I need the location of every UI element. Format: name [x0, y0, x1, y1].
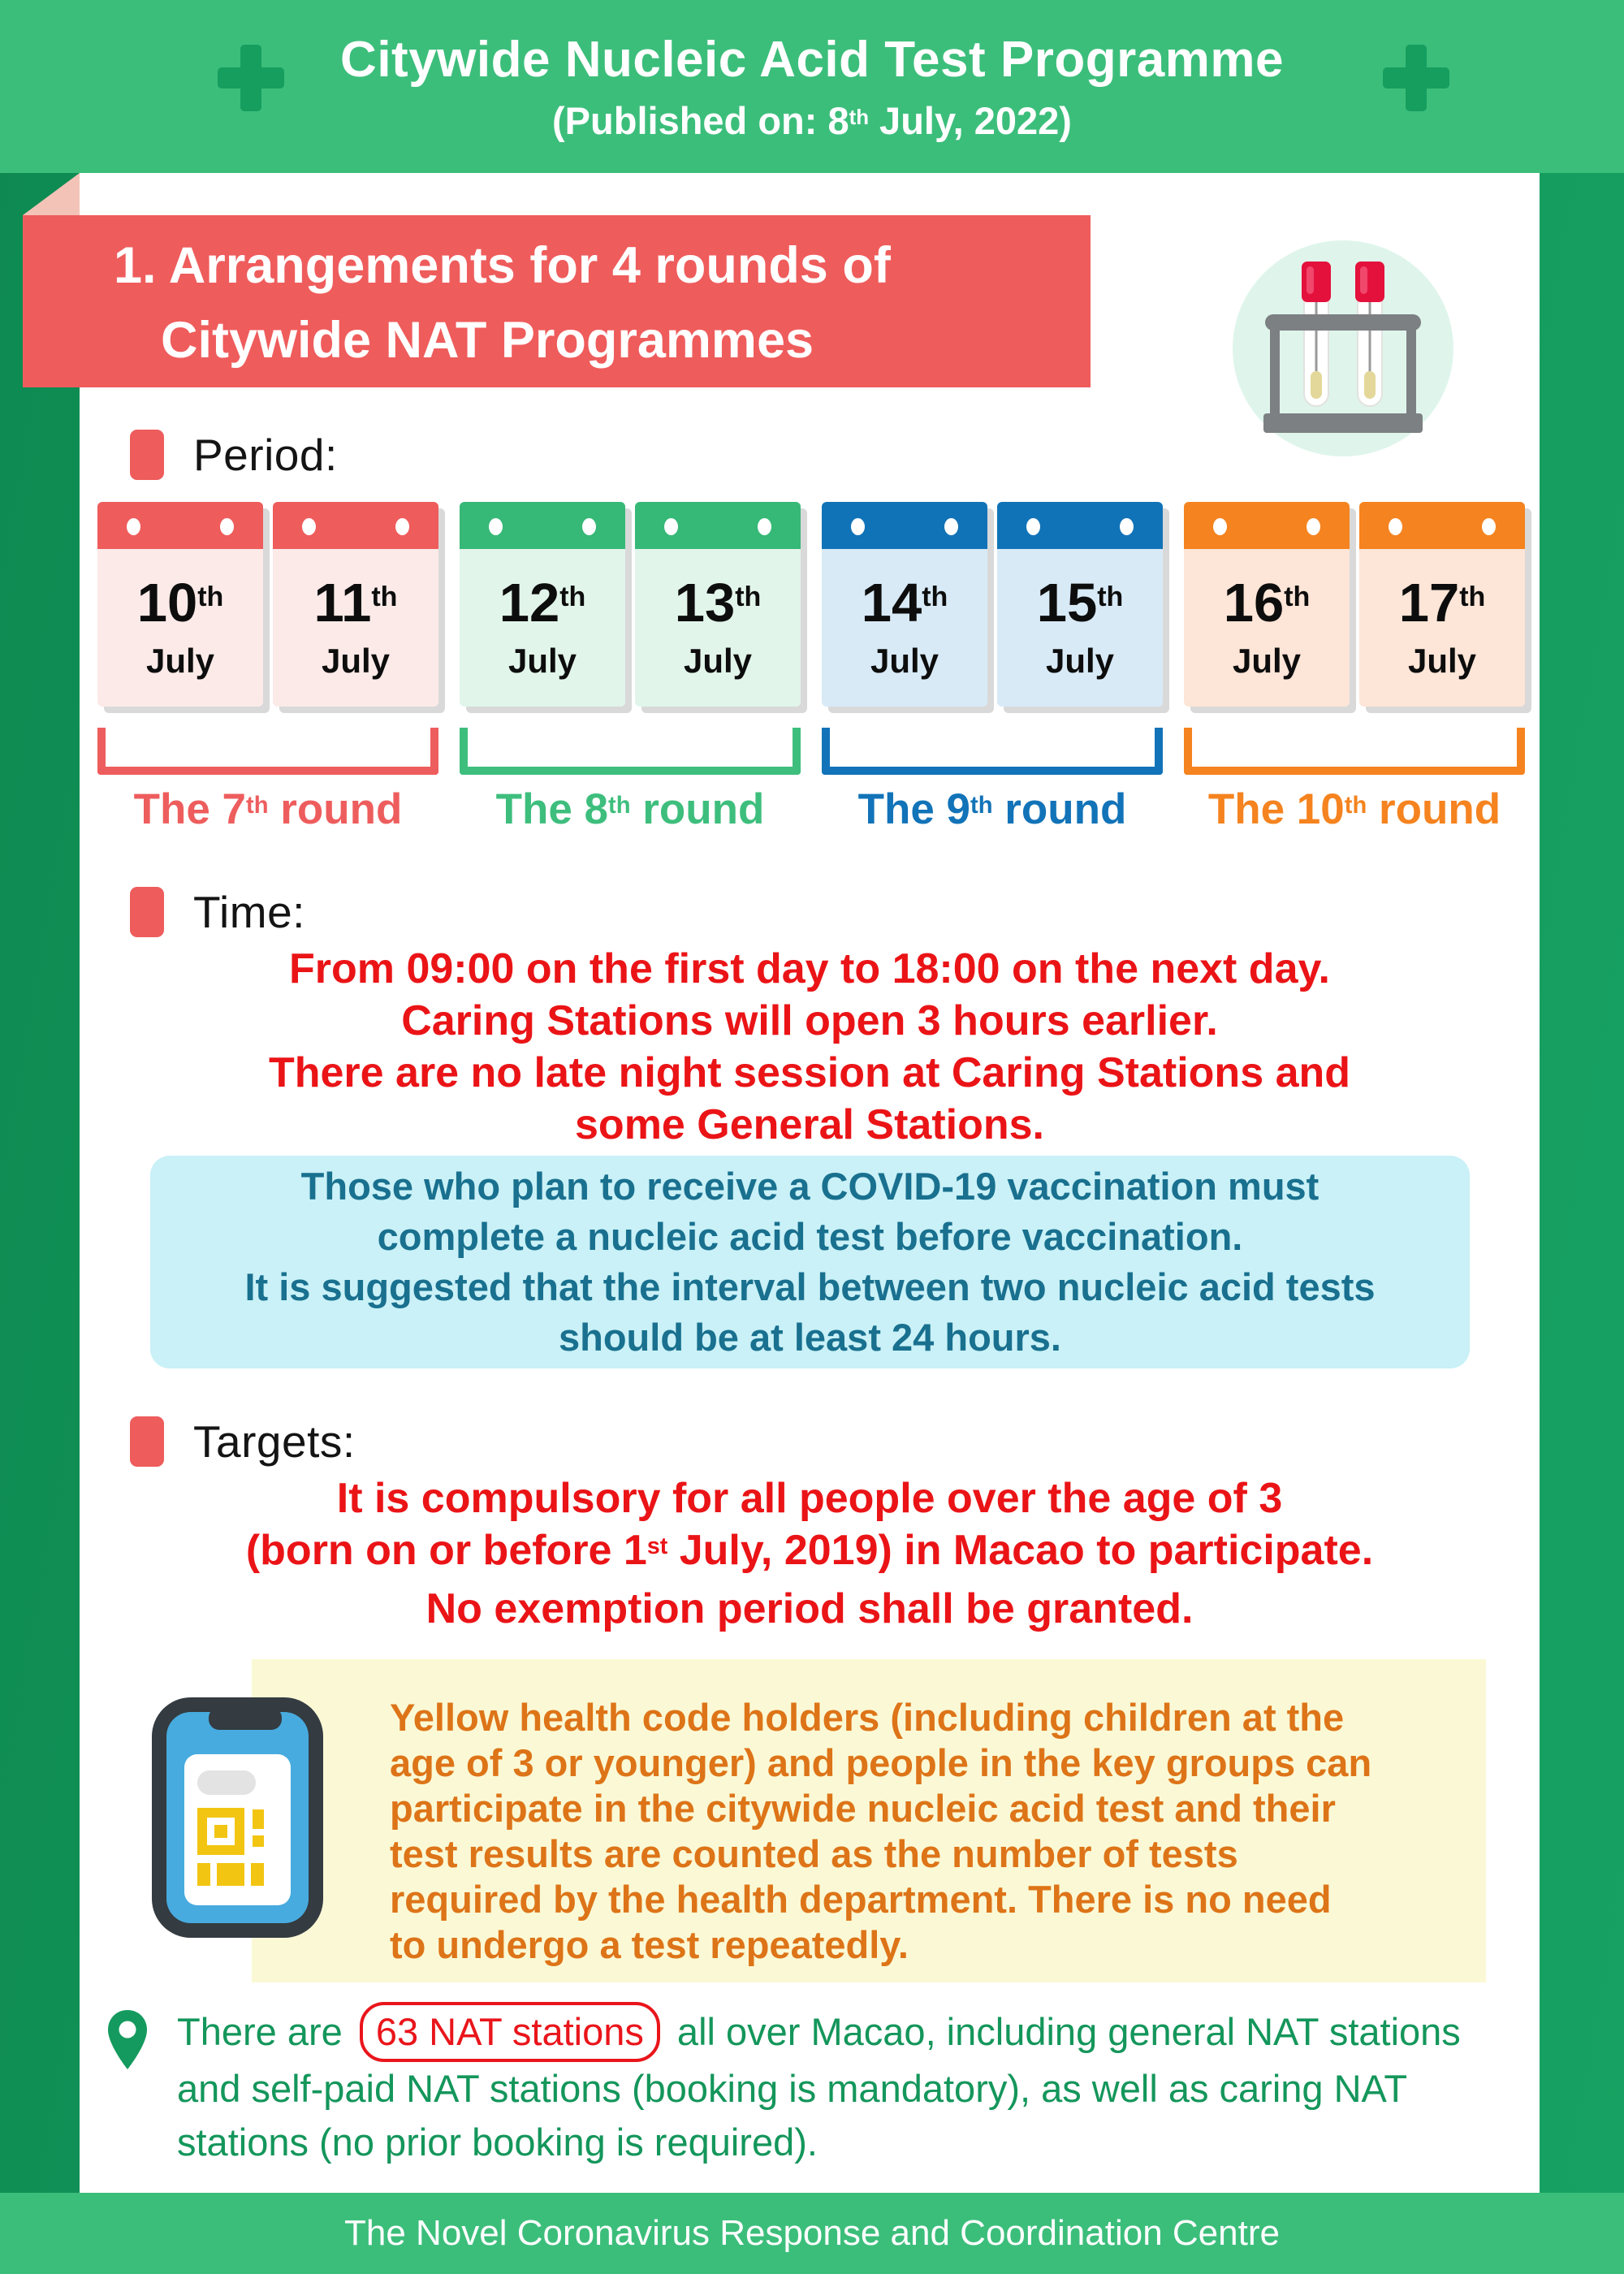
round-label-sup: th [608, 792, 631, 819]
calendar-body [97, 549, 263, 707]
round-label-8 [460, 785, 801, 834]
calendar-day-number: 10 [136, 572, 198, 633]
calendar-hole-icon [1120, 518, 1134, 535]
vaccination-note-line: complete a nucleic acid test before vaccination. [377, 1215, 1243, 1258]
calendar-hole-icon [758, 518, 771, 535]
footer-band [0, 2193, 1624, 2274]
yellow-note-box [252, 1659, 1486, 1982]
calendar-day-ordinal: th [1284, 581, 1311, 612]
calendar-month: July [683, 641, 753, 680]
calendar-card-14-july [822, 502, 987, 707]
target-line: No exemption period shall be granted. [425, 1585, 1194, 1632]
calendar-day [313, 572, 398, 633]
yellow-note-line: participate in the citywide nucleic acid test and their [390, 1787, 1336, 1830]
banner-line1: 1. Arrangements for 4 rounds of [114, 237, 891, 294]
time-highlight-text [80, 943, 1540, 1151]
target-line-sup: st [646, 1533, 668, 1560]
calendar-day-ordinal: th [735, 581, 762, 612]
calendar-day-ordinal: th [559, 581, 586, 612]
calendar-hole-icon [1026, 518, 1040, 535]
calendar-body [273, 549, 438, 707]
header-band [0, 0, 1624, 173]
yellow-note-line: age of 3 or younger) and people in the key groups can [390, 1741, 1372, 1784]
calendar-header [460, 502, 625, 549]
section-banner [23, 215, 1091, 387]
yellow-note-line: required by the health department. There is no need [390, 1878, 1332, 1921]
calendar-month: July [1407, 641, 1477, 680]
calendar-body [460, 549, 625, 707]
calendar-card-16-july [1184, 502, 1350, 707]
time-line: Caring Stations will open 3 hours earlier. [401, 997, 1218, 1044]
time-label: Time: [193, 887, 305, 937]
calendar-hole-icon [582, 518, 596, 535]
vaccination-note-line: Those who plan to receive a COVID-19 vaccination must [300, 1165, 1320, 1208]
calendar-month: July [508, 641, 577, 680]
time-line: some General Stations. [575, 1101, 1044, 1148]
yellow-note-line: to undergo a test repeatedly. [390, 1923, 909, 1966]
targets-section-label [130, 1416, 356, 1468]
round-label-9 [822, 785, 1163, 834]
stations-line [177, 2002, 1461, 2062]
round-label-pre: The 10 [1207, 785, 1345, 833]
target-line-post: July, 2019) in Macao to participate. [667, 1527, 1374, 1574]
footer-text: The Novel Coronavirus Response and Coordination Centre [344, 2213, 1280, 2253]
red-square-bullet [130, 887, 164, 937]
round-label-post: round [268, 785, 403, 833]
calendar-day-number: 12 [499, 572, 560, 633]
calendar-hole-icon [1213, 518, 1227, 535]
calendar-hole-icon [302, 518, 316, 535]
period-section-label [130, 429, 338, 481]
yellow-note-line: test results are counted as the number of tests [390, 1832, 1238, 1875]
round-bracket-9 [822, 728, 1163, 775]
round-label-post: round [992, 785, 1127, 833]
calendar-card-10-july [97, 502, 263, 707]
time-line: From 09:00 on the first day to 18:00 on the next day. [289, 945, 1330, 992]
test-tubes-badge [1233, 240, 1453, 457]
red-square-bullet [130, 430, 164, 480]
stations-text [177, 2002, 1461, 2169]
calendar-hole-icon [1307, 518, 1320, 535]
calendar-day-number: 15 [1036, 572, 1098, 633]
calendar-header [635, 502, 801, 549]
time-section-label [130, 886, 305, 938]
round-label-pre: The 8 [495, 785, 609, 833]
location-pin-icon [106, 2008, 149, 2072]
calendar-day [499, 572, 586, 633]
calendar-card-17-july [1359, 502, 1525, 707]
calendar-card-13-july [635, 502, 801, 707]
calendar-header [1359, 502, 1525, 549]
calendar-day [1398, 572, 1486, 633]
calendar-day-ordinal: th [1459, 581, 1486, 612]
yellow-note-line: Yellow health code holders (including children at the [390, 1696, 1345, 1739]
target-line: It is compulsory for all people over the age of 3 [336, 1475, 1283, 1522]
calendar-strip [97, 502, 1525, 707]
round-label-10 [1184, 785, 1525, 834]
calendar-day-ordinal: th [371, 581, 398, 612]
target-line-pre: (born on or before 1 [245, 1527, 647, 1574]
round-label-sup: th [246, 792, 269, 819]
round-label-post: round [1367, 785, 1501, 833]
targets-highlight-text [80, 1472, 1540, 1635]
round-label-7 [97, 785, 438, 834]
round-label-pre: The 7 [133, 785, 247, 833]
calendar-day [674, 572, 762, 633]
calendar-card-15-july [997, 502, 1163, 707]
calendar-hole-icon [664, 518, 678, 535]
published-date [552, 98, 1072, 143]
calendar-hole-icon [944, 518, 958, 535]
published-date-post: July, 2022) [869, 98, 1072, 142]
calendar-hole-icon [851, 518, 865, 535]
calendar-header [97, 502, 263, 549]
calendar-hole-icon [127, 518, 140, 535]
stations-note [106, 2002, 1461, 2169]
plus-icon-right [1383, 45, 1449, 111]
calendar-day-number: 17 [1398, 572, 1460, 633]
banner-fold [23, 173, 80, 215]
vaccination-note-box [150, 1156, 1470, 1368]
round-label-post: round [630, 785, 765, 833]
round-bracket-7 [97, 728, 438, 775]
calendar-day-ordinal: th [197, 581, 224, 612]
calendar-hole-icon [1482, 518, 1496, 535]
calendar-day-number: 13 [674, 572, 736, 633]
calendar-hole-icon [395, 518, 409, 535]
calendar-body [1184, 549, 1350, 707]
stations-line-pre: There are [177, 2010, 353, 2053]
stations-line-post: all over Macao, including general NAT stations [666, 2010, 1461, 2053]
content-card [80, 173, 1540, 2193]
nat-stations-badge: 63 NAT stations [360, 2002, 660, 2062]
calendar-month: July [321, 641, 391, 680]
calendar-day [1223, 572, 1311, 633]
calendar-day [136, 572, 224, 633]
calendar-month: July [870, 641, 939, 680]
calendar-day-number: 11 [313, 572, 372, 633]
calendar-month: July [1232, 641, 1302, 680]
calendar-day [861, 572, 948, 633]
round-label-pre: The 9 [857, 785, 971, 833]
calendar-header [997, 502, 1163, 549]
vaccination-note-line: It is suggested that the interval between two nucleic acid tests [244, 1265, 1376, 1308]
period-label: Period: [193, 430, 338, 480]
calendar-day-ordinal: th [922, 581, 948, 612]
calendar-body [997, 549, 1163, 707]
calendar-header [822, 502, 987, 549]
calendar-day [1036, 572, 1124, 633]
calendar-card-12-july [460, 502, 625, 707]
calendar-header [1184, 502, 1350, 549]
published-date-sup: th [849, 106, 869, 129]
calendar-day-number: 14 [861, 572, 922, 633]
red-square-bullet [130, 1416, 164, 1467]
calendar-month: July [145, 641, 215, 680]
calendar-body [1359, 549, 1525, 707]
banner-line2: Citywide NAT Programmes [161, 312, 814, 369]
calendar-card-11-july [273, 502, 438, 707]
calendar-day-ordinal: th [1097, 581, 1124, 612]
target-line [80, 1524, 1540, 1583]
round-bracket-8 [460, 728, 801, 775]
targets-label: Targets: [193, 1416, 356, 1467]
stations-line: stations (no prior booking is required). [177, 2121, 818, 2164]
calendar-month: July [1045, 641, 1115, 680]
calendar-hole-icon [220, 518, 234, 535]
time-line: There are no late night session at Caring Stations and [268, 1049, 1351, 1096]
stations-line: and self-paid NAT stations (booking is mandatory), as well as caring NAT [177, 2067, 1408, 2110]
published-date-pre: (Published on: 8 [552, 98, 849, 142]
test-tubes-icon [1233, 240, 1453, 457]
round-bracket-10 [1184, 728, 1525, 775]
health-code-phone-icon [150, 1696, 325, 1939]
round-label-sup: th [1344, 792, 1367, 819]
round-label-sup: th [970, 792, 993, 819]
vaccination-note-line: should be at least 24 hours. [559, 1316, 1061, 1359]
calendar-body [822, 549, 987, 707]
plus-icon-left [218, 45, 284, 111]
page-title: Citywide Nucleic Acid Test Programme [340, 31, 1284, 88]
calendar-body [635, 549, 801, 707]
calendar-hole-icon [489, 518, 503, 535]
calendar-header [273, 502, 438, 549]
calendar-day-number: 16 [1223, 572, 1285, 633]
calendar-hole-icon [1389, 518, 1402, 535]
